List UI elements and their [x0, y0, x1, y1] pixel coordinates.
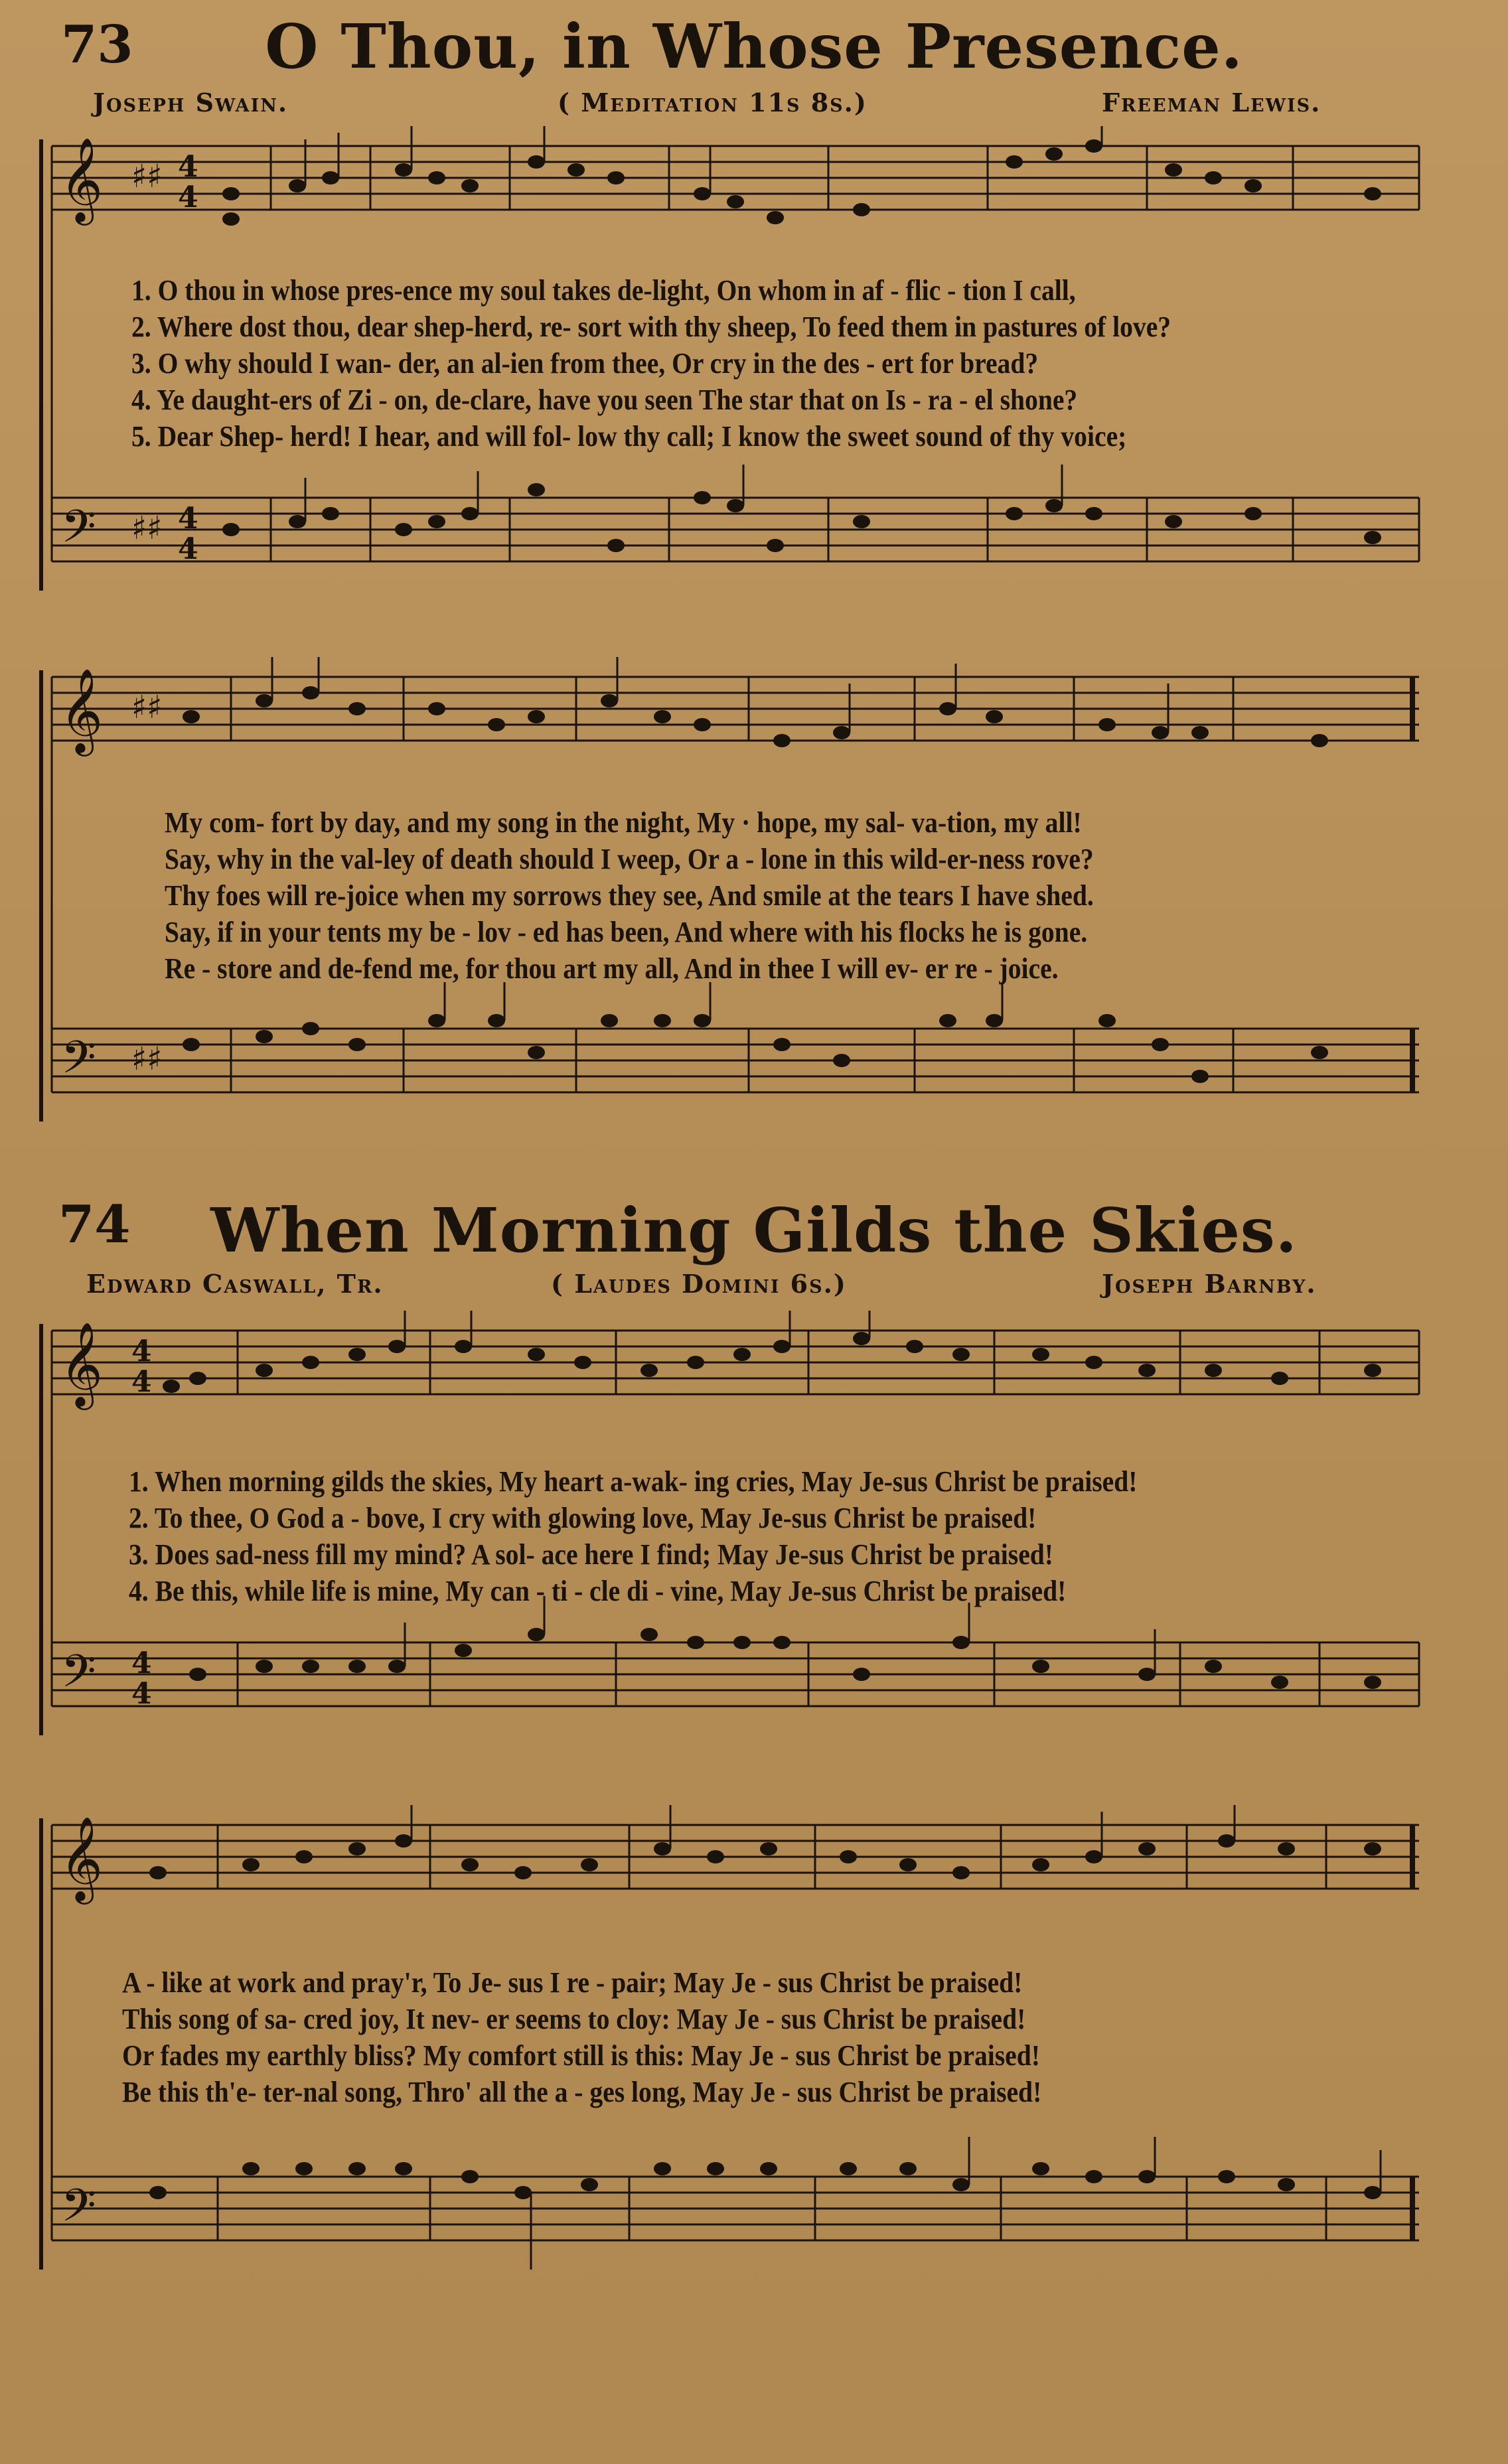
- verse-3: Or fades my earthly bliss? My comfort still is this: May Je - sus Christ be praised!: [122, 2039, 1040, 2072]
- words-credit: Edward Caswall, Tr.: [86, 1269, 384, 1299]
- hymn-number: 74: [58, 1195, 131, 1255]
- music-system: [32, 1805, 1428, 2283]
- verse-4: 4. Ye daught-ers of Zi - on, de-clare, have you seen The star that on Is - ra - el shone?: [131, 384, 1078, 416]
- hymn-number: 73: [61, 15, 133, 75]
- svg-text:4: 4: [178, 532, 198, 566]
- svg-text:4: 4: [178, 502, 198, 536]
- verse-1: 1. When morning gilds the skies, My heart a-wak- ing cries, May Je-sus Christ be praised!: [129, 1465, 1138, 1498]
- svg-text:𝄞: 𝄞: [60, 1816, 104, 1901]
- music-system: [32, 1311, 1428, 1762]
- verse-4: 4. Be this, while life is mine, My can - ti - cle di - vine, May Je-sus Christ be praised!: [129, 1575, 1067, 1607]
- verse-5: 5. Dear Shep- herd! I hear, and will fol- low thy call; I know the sweet sound of thy voice;: [131, 420, 1127, 453]
- verse-1: My com- fort by day, and my song in the night, My · hope, my sal- va-tion, my all!: [165, 806, 1082, 839]
- svg-text:𝄞: 𝄞: [60, 1321, 104, 1406]
- svg-text:𝄢: 𝄢: [61, 2180, 96, 2243]
- svg-text:4: 4: [178, 181, 198, 214]
- verse-2: 2. Where dost thou, dear shep-herd, re- sort with thy sheep, To feed them in pastures of love?: [131, 311, 1171, 343]
- verse-1: 1. O thou in whose pres-ence my soul takes de-light, On whom in af - flic - tion I call,: [131, 274, 1076, 307]
- music-system: [32, 126, 1428, 604]
- music-credit: Joseph Barnby.: [1102, 1269, 1317, 1299]
- verse-block-line2: [165, 804, 1094, 987]
- svg-text:4: 4: [131, 1365, 152, 1399]
- svg-text:♯♯: ♯♯: [131, 510, 163, 547]
- svg-text:♯♯: ♯♯: [131, 689, 163, 726]
- svg-text:♯♯: ♯♯: [131, 158, 163, 195]
- hymn-title: When Morning Gilds the Skies.: [210, 1195, 1298, 1266]
- hymn-title: O Thou, in Whose Presence.: [265, 11, 1243, 82]
- music-system: [32, 657, 1428, 1135]
- verse-block-line2: [122, 1964, 1041, 2110]
- svg-text:4: 4: [131, 1677, 152, 1711]
- verse-3: 3. Does sad-ness fill my mind? A sol- ace here I find; May Je-sus Christ be praised!: [129, 1538, 1053, 1571]
- words-credit: Joseph Swain.: [93, 88, 289, 117]
- verse-2: Say, why in the val-ley of death should I weep, Or a - lone in this wild-er-ness rove?: [165, 843, 1094, 875]
- svg-text:𝄞: 𝄞: [60, 668, 104, 753]
- verse-2: 2. To thee, O God a - bove, I cry with glowing love, May Je-sus Christ be praised!: [129, 1502, 1037, 1534]
- svg-text:𝄢: 𝄢: [61, 1646, 96, 1709]
- verse-5: Re - store and de-fend me, for thou art my all, And in thee I will ev- er re - joice.: [165, 952, 1059, 985]
- svg-text:4: 4: [131, 1335, 152, 1368]
- verse-2: This song of sa- cred joy, It nev- er seems to cloy: May Je - sus Christ be praised!: [122, 2003, 1026, 2035]
- verse-4: Be this th'e- ter-nal song, Thro' all the a - ges long, May Je - sus Christ be praised!: [122, 2076, 1042, 2108]
- verse-block-line1: [131, 272, 1171, 455]
- verse-3: Thy foes will re-joice when my sorrows they see, And smile at the tears I have shed.: [165, 879, 1094, 912]
- svg-text:4: 4: [178, 150, 198, 184]
- tune-name: ( Laudes Domini 6s.): [551, 1269, 847, 1299]
- svg-text:♯♯: ♯♯: [131, 1041, 163, 1078]
- svg-text:4: 4: [131, 1646, 152, 1680]
- verse-1: A - like at work and pray'r, To Je- sus I re - pair; May Je - sus Christ be praised!: [122, 1966, 1023, 1999]
- music-credit: Freeman Lewis.: [1102, 88, 1321, 117]
- tune-name: ( Meditation 11s 8s.): [558, 88, 867, 117]
- svg-text:𝄢: 𝄢: [61, 501, 96, 564]
- svg-text:𝄢: 𝄢: [61, 1032, 96, 1095]
- verse-3: 3. O why should I wan- der, an al-ien from thee, Or cry in the des - ert for bread?: [131, 347, 1039, 380]
- verse-block-line1: [129, 1463, 1137, 1609]
- verse-4: Say, if in your tents my be - lov - ed has been, And where with his flocks he is gone.: [165, 916, 1088, 948]
- svg-text:𝄞: 𝄞: [60, 137, 104, 222]
